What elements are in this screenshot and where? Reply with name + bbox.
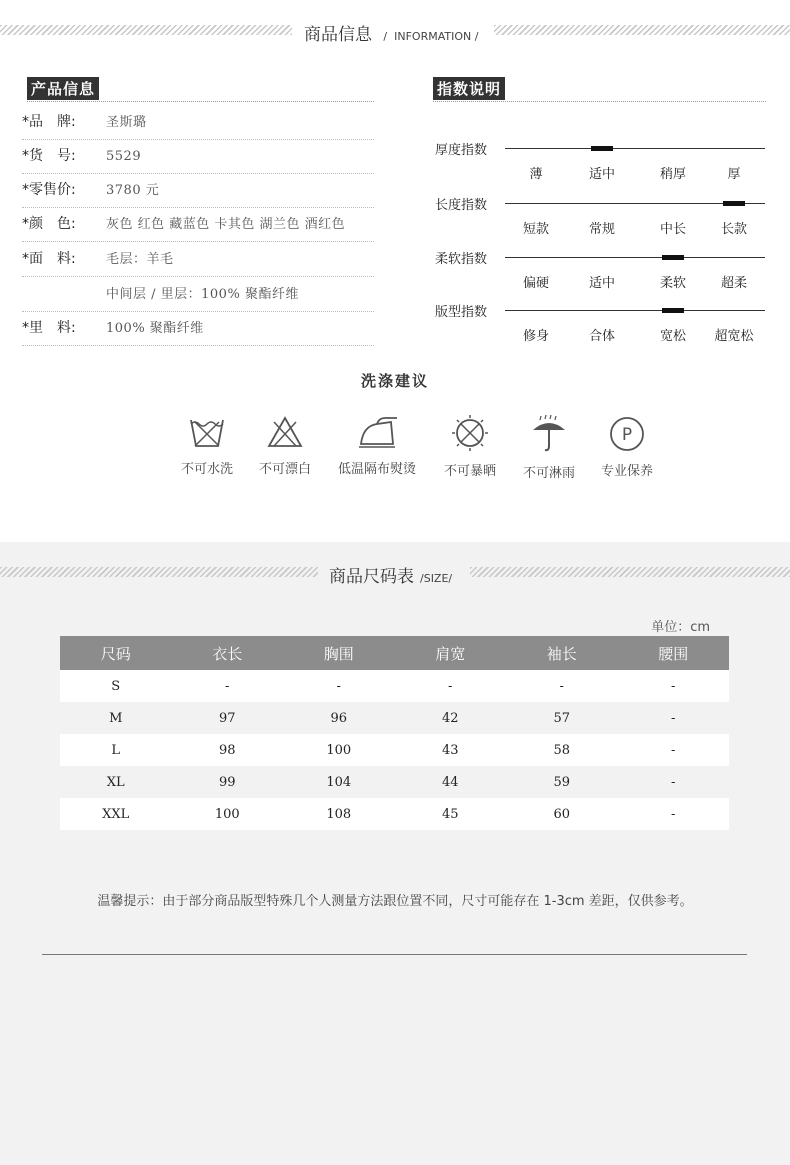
index-scale-line (505, 310, 765, 311)
product-info-label: *面 料: (22, 251, 76, 267)
size-cell: XXL (60, 798, 172, 830)
product-info-value: 100% 聚酯纤维 (106, 321, 204, 336)
product-info-value: 5529 (106, 149, 142, 164)
table-row (60, 734, 729, 766)
size-cell: 44 (395, 766, 507, 798)
info-section-header: 商品信息 / INFORMATION / (0, 20, 790, 40)
product-info-tag: 产品信息 (27, 77, 99, 100)
washing-title: 洗涤建议 (360, 372, 429, 390)
size-column-header: 衣长 (172, 636, 284, 670)
index-label: 长度指数 (435, 198, 488, 213)
size-unit: 单位：cm (651, 620, 710, 635)
product-info-row (22, 278, 374, 312)
index-scale-line (505, 257, 765, 258)
index-option: 稍厚 (659, 167, 687, 182)
divider (42, 954, 747, 955)
wash-item-no-bleach: 不可漂白 (240, 414, 330, 477)
index-selected-marker (662, 308, 684, 313)
index-option: 薄 (529, 167, 543, 182)
size-cell: 96 (283, 702, 395, 734)
table-row (60, 702, 729, 734)
table-row (60, 798, 729, 830)
index-option: 超宽松 (714, 329, 754, 344)
product-info-row (22, 312, 374, 346)
index-option: 超柔 (720, 276, 748, 291)
wash-item-professional-care: P 专业保养 (582, 414, 672, 479)
professional-care-icon (607, 414, 647, 452)
size-cell: - (506, 670, 618, 702)
product-info-value: 毛层：羊毛 (106, 252, 174, 267)
size-cell: 59 (506, 766, 618, 798)
size-column-header: 腰围 (618, 636, 730, 670)
size-cell: L (60, 734, 172, 766)
size-cell: M (60, 702, 172, 734)
index-option: 柔软 (659, 276, 687, 291)
wash-item-no-wash: 不可水洗 (162, 414, 252, 477)
product-info-row (22, 106, 374, 140)
product-info-value: 中间层 / 里层：100% 聚酯纤维 (106, 287, 299, 302)
index-selected-marker (662, 255, 684, 260)
product-info-label: *里 料: (22, 320, 76, 336)
svg-text:P: P (621, 425, 633, 445)
size-cell: - (283, 670, 395, 702)
size-cell: - (618, 670, 730, 702)
product-info-label: *颜 色: (22, 216, 76, 232)
size-cell: - (618, 734, 730, 766)
size-title: 商品尺码表 (329, 567, 414, 587)
product-info-row (22, 174, 374, 208)
size-cell: 42 (395, 702, 507, 734)
size-cell: 99 (172, 766, 284, 798)
size-cell: - (618, 798, 730, 830)
size-cell: - (172, 670, 284, 702)
product-info-label: *零售价: (22, 182, 76, 198)
table-row (60, 670, 729, 702)
size-tip: 温馨提示：由于部分商品版型特殊几个人测量方法跟位置不同，尺寸可能存在 1-3cm 差距，仅供参考。 (97, 894, 693, 909)
size-column-header: 尺码 (60, 636, 172, 670)
size-cell: 98 (172, 734, 284, 766)
size-cell: - (618, 766, 730, 798)
size-cell: 58 (506, 734, 618, 766)
size-cell: 104 (283, 766, 395, 798)
index-scale-line (505, 148, 765, 149)
no-rain-icon (529, 414, 569, 454)
index-label: 柔软指数 (435, 252, 488, 267)
size-table (60, 636, 729, 830)
product-info-value: 3780 元 (106, 183, 160, 198)
index-option: 厚 (727, 167, 741, 182)
no-sun-icon (450, 414, 490, 452)
size-cell: 43 (395, 734, 507, 766)
no-bleach-icon (265, 414, 305, 450)
info-title: 商品信息 (304, 25, 372, 45)
size-cell: - (395, 670, 507, 702)
size-cell: S (60, 670, 172, 702)
size-cell: 100 (172, 798, 284, 830)
index-option: 常规 (588, 222, 616, 237)
size-column-header: 胸围 (283, 636, 395, 670)
low-iron-icon (353, 414, 401, 450)
wash-item-low-iron: 低温隔布熨烫 (332, 414, 422, 477)
table-row (60, 766, 729, 798)
size-cell: 108 (283, 798, 395, 830)
size-cell: XL (60, 766, 172, 798)
index-option: 适中 (588, 167, 616, 182)
index-selected-marker (723, 201, 745, 206)
index-label: 版型指数 (435, 305, 488, 320)
size-cell: 57 (506, 702, 618, 734)
no-wash-icon (187, 414, 227, 450)
size-title-en: /SIZE/ (420, 572, 453, 585)
index-info-tag: 指数说明 (433, 77, 505, 100)
size-cell: 60 (506, 798, 618, 830)
index-option: 偏硬 (522, 276, 550, 291)
product-info-label: *品 牌: (22, 114, 76, 130)
index-option: 宽松 (659, 329, 687, 344)
index-label: 厚度指数 (435, 143, 488, 158)
size-section-header (0, 562, 790, 587)
index-selected-marker (591, 146, 613, 151)
size-cell: 100 (283, 734, 395, 766)
wash-item-no-sun: 不可暴晒 (425, 414, 515, 479)
size-table-header (60, 636, 729, 670)
index-option: 适中 (588, 276, 616, 291)
size-cell: 97 (172, 702, 284, 734)
index-option: 短款 (522, 222, 550, 237)
product-info-row (22, 208, 374, 242)
size-column-header: 肩宽 (395, 636, 507, 670)
info-title-en: INFORMATION (394, 30, 472, 43)
index-option: 长款 (720, 222, 748, 237)
product-info-row (22, 140, 374, 174)
product-info-value: 灰色 红色 藏蓝色 卡其色 湖兰色 酒红色 (106, 217, 346, 232)
wash-item-no-rain: 不可淋雨 (504, 414, 594, 481)
product-info-value: 圣斯璐 (106, 115, 147, 130)
size-cell: 45 (395, 798, 507, 830)
size-column-header: 袖长 (506, 636, 618, 670)
product-info-label: *货 号: (22, 148, 76, 164)
product-info-row (22, 243, 374, 277)
size-cell: - (618, 702, 730, 734)
index-option: 中长 (659, 222, 687, 237)
index-option: 修身 (522, 329, 550, 344)
index-option: 合体 (588, 329, 616, 344)
